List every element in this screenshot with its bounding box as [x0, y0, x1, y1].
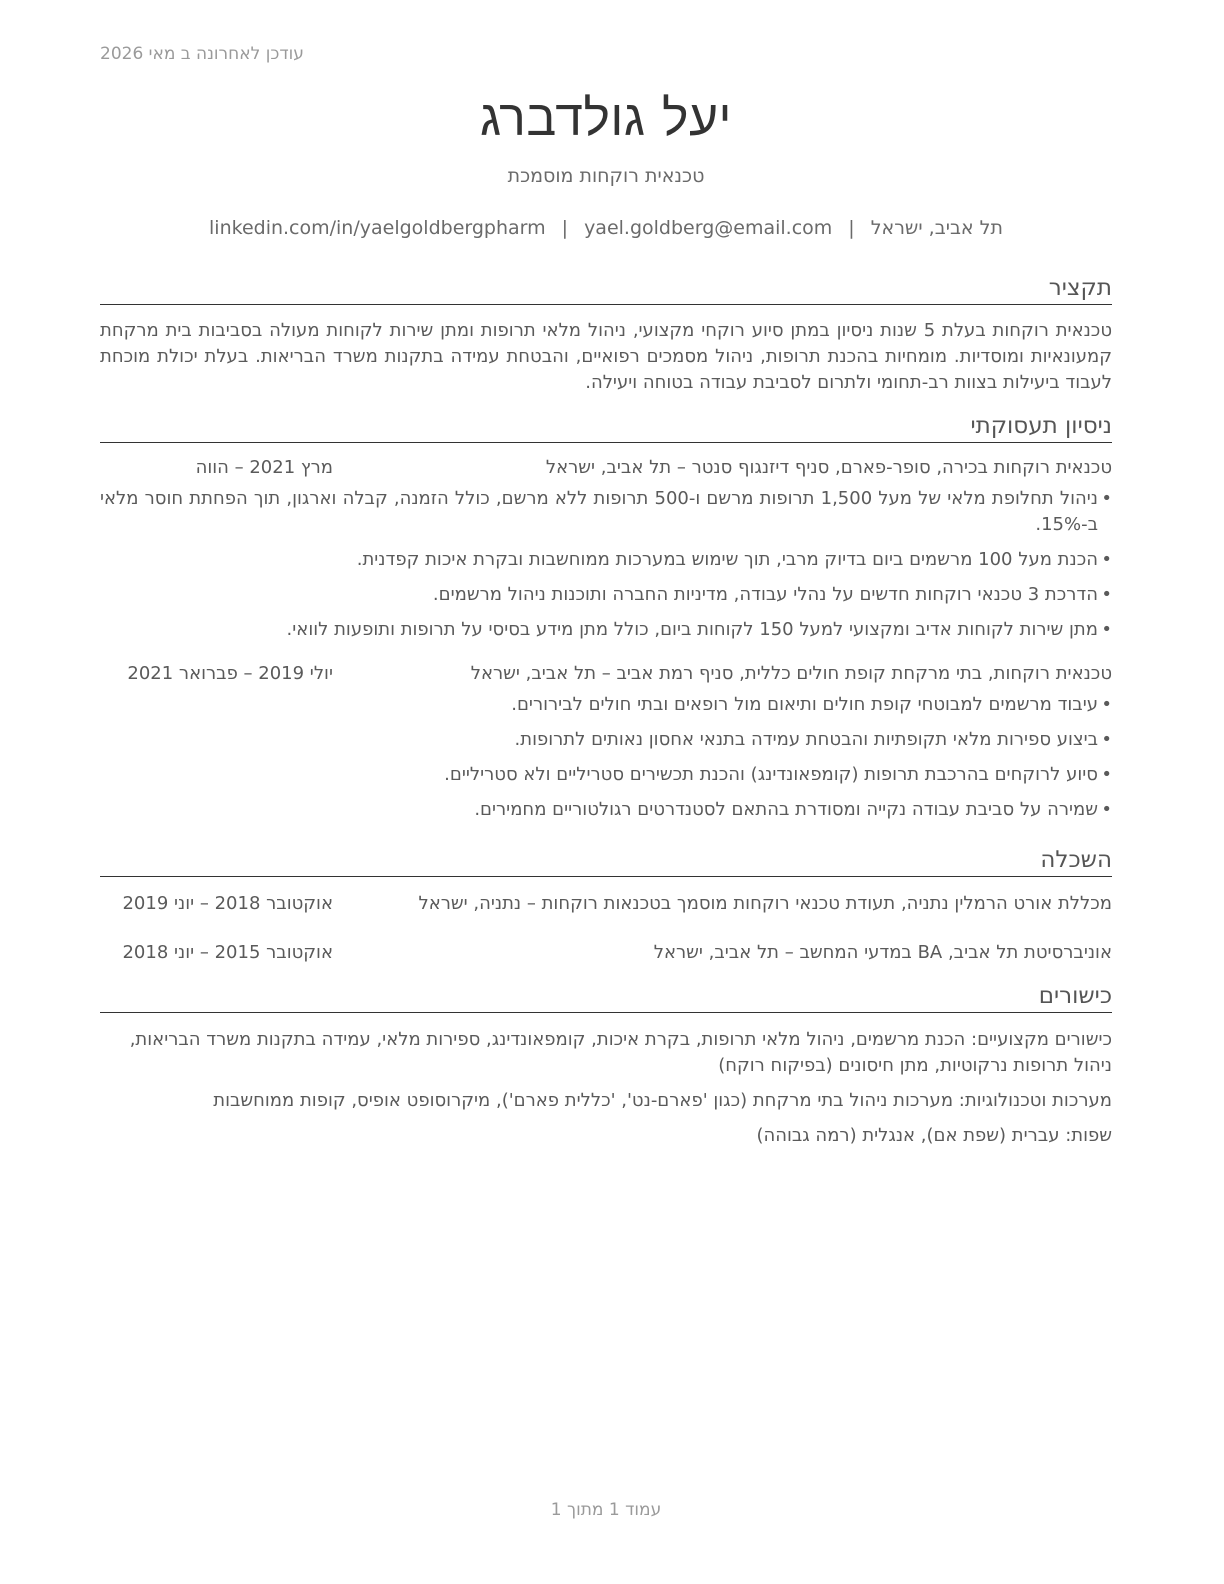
candidate-title: טכנאית רוקחות מוסמכת: [507, 165, 705, 187]
education-entry: [100, 940, 1112, 966]
contact-line: [100, 216, 1112, 240]
bullet-marker: •: [1101, 799, 1112, 820]
page-number: עמוד 1 מתוך 1: [550, 1500, 662, 1520]
job-bullet: • מתן שירות לקוחות אדיב ומקצועי למעל 150 לקוחות ביום, כולל מתן מידע בסיסי על תרופות ותופעות לוואי.: [100, 617, 1112, 643]
skills-languages: שפות: עברית (שפת אם), אנגלית (רמה גבוהה): [756, 1125, 1112, 1146]
education-title: אוניברסיטת תל אביב, BA במדעי המחשב – תל אביב, ישראל: [653, 942, 1112, 963]
resume-header: [100, 86, 1112, 240]
job-dates: מרץ 2021 – הווה: [195, 457, 333, 478]
education-entry: [100, 891, 1112, 917]
job-title: טכנאית רוקחות בכירה, סופר-פארם, סניף דיזנגוף סנטר – תל אביב, ישראל: [545, 457, 1112, 478]
summary-section: [100, 274, 1112, 396]
job-bullet: • ביצוע ספירות מלאי תקופתיות והבטחת עמידה בתנאי אחסון נאותים לתרופות.: [100, 727, 1112, 753]
contact-email[interactable]: yael.goldberg@email.com: [584, 217, 833, 239]
experience-section: [100, 412, 1112, 823]
bullet-marker: •: [1101, 729, 1112, 750]
job-header: [100, 661, 1112, 687]
section-title-education: השכלה: [100, 846, 1112, 877]
summary-text: טכנאית רוקחות בעלת 5 שנות ניסיון במתן סיוע רוקחי מקצועי, ניהול מלאי תרופות ומתן שירות לקוחות מעולה בסביבות בית מרקחת קמעונאיות ומוסדיות. מומחיות בהכנת תרופות, ניהול מסמכים רפואיים, והבטחת עמידה בתקנות משרד הבריאות. בעלת יכולת מוכחת לעבוד ביעילות בצוות רב-תחומי ולתרום לסביבת עבודה בטוחה ויעילה.: [100, 320, 1112, 393]
job-entry: [100, 661, 1112, 823]
resume-page: [100, 0, 1112, 1584]
skills-technologies: מערכות וטכנולוגיות: מערכות ניהול בתי מרקחת (כגון 'פארם-נט', 'כללית פארם'), מיקרוסופט אופיס, קופות ממוחשבות: [213, 1090, 1112, 1111]
candidate-name: יעל גולדברג: [479, 89, 733, 147]
contact-linkedin[interactable]: linkedin.com/in/yaelgoldbergpharm: [209, 217, 546, 239]
bullet-marker: •: [1101, 694, 1112, 715]
last-updated-note: עודכן לאחרונה ב מאי 2026: [100, 44, 304, 64]
education-title: מכללת אורט הרמלין נתניה, תעודת טכנאי רוקחות מוסמך בטכנאות רוקחות – נתניה, ישראל: [418, 893, 1112, 914]
job-bullet: • עיבוד מרשמים למבוטחי קופת חולים ותיאום מול רופאים ובתי חולים לבירורים.: [100, 692, 1112, 718]
job-bullets: [100, 486, 1112, 643]
skills-section: [100, 982, 1112, 1149]
section-title-skills: כישורים: [100, 982, 1112, 1013]
job-bullet: • הכנת מעל 100 מרשמים ביום בדיוק מרבי, תוך שימוש במערכות ממוחשבות ובקרת איכות קפדנית.: [100, 547, 1112, 573]
bullet-marker: •: [1101, 764, 1112, 785]
section-title-summary: תקציר: [100, 274, 1112, 305]
job-bullet: • ניהול תחלופת מלאי של מעל 1,500 תרופות מרשם ו-500 תרופות ללא מרשם, כולל הזמנה, קבלה וארגון, תוך הפחתת חוסר מלאי ב-15%.: [100, 488, 1112, 535]
skills-professional: כישורים מקצועיים: הכנת מרשמים, ניהול מלאי תרופות, בקרת איכות, קומפאונדינג, ספירות מלאי, עמידה בתקנות משרד הבריאות, ניהול תרופות נרקוטיות, מתן חיסונים (בפיקוח רוקח): [129, 1029, 1112, 1076]
bullet-marker: •: [1101, 584, 1112, 605]
education-section: [100, 846, 1112, 966]
contact-separator: |: [848, 217, 855, 239]
bullet-marker: •: [1101, 619, 1112, 640]
job-bullet: • סיוע לרוקחים בהרכבת תרופות (קומפאונדינג) והכנת תכשירים סטריליים ולא סטריליים.: [100, 762, 1112, 788]
bullet-marker: •: [1101, 488, 1112, 509]
bullet-marker: •: [1101, 549, 1112, 570]
job-title: טכנאית רוקחות, בתי מרקחת קופת חולים כללית, סניף רמת אביב – תל אביב, ישראל: [470, 663, 1112, 684]
contact-location: תל אביב, ישראל: [870, 217, 1003, 239]
job-entry: [100, 455, 1112, 643]
job-bullet: • שמירה על סביבת עבודה נקייה ומסודרת בהתאם לסטנדרטים רגולטוריים מחמירים.: [100, 797, 1112, 823]
job-bullet: • הדרכת 3 טכנאי רוקחות חדשים על נהלי עבודה, מדיניות החברה ותוכנות ניהול מרשמים.: [100, 582, 1112, 608]
job-header: [100, 455, 1112, 481]
contact-separator: |: [561, 217, 569, 239]
section-title-experience: ניסיון תעסוקתי: [100, 412, 1112, 443]
education-dates: אוקטובר 2015 – יוני 2018: [122, 942, 333, 963]
job-dates: יולי 2019 – פברואר 2021: [127, 663, 333, 684]
job-bullets: [100, 692, 1112, 823]
education-dates: אוקטובר 2018 – יוני 2019: [122, 893, 333, 914]
